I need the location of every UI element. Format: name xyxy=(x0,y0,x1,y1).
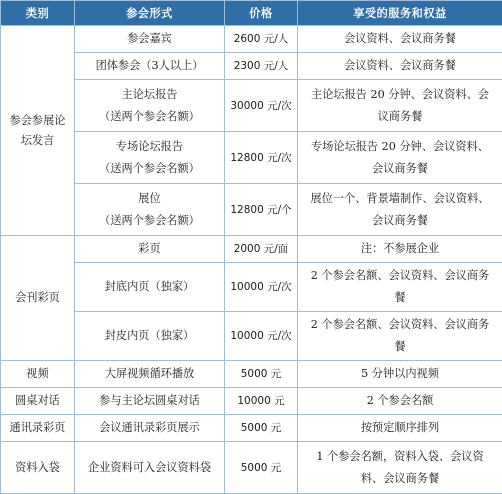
services-cell: 1 个参会名额，资料入袋、会议资料、会议商务餐 xyxy=(298,442,502,494)
services-cell: 注：不参展企业 xyxy=(298,236,502,263)
form-cell: 企业资料可入会议资料袋 xyxy=(75,442,225,494)
form-cell: 参会嘉宾 xyxy=(75,26,225,53)
price-cell: 5000 元 xyxy=(225,361,298,388)
price-cell: 5000 元 xyxy=(225,442,298,494)
form-cell: 专场论坛报告 （送两个参会名额） xyxy=(75,132,225,184)
table-row xyxy=(1,80,502,132)
category-cell: 资料入袋 xyxy=(1,442,75,494)
table-row xyxy=(1,415,502,442)
services-cell: 会议资料、会议商务餐 xyxy=(298,26,502,53)
services-cell: 展位一个、背景墙制作、会议资料、会议商务餐 xyxy=(298,184,502,236)
form-cell: 封皮内页（独家） xyxy=(75,312,225,361)
header-form: 参会形式 xyxy=(75,1,225,26)
table-row xyxy=(1,361,502,388)
header-services: 享受的服务和权益 xyxy=(298,1,502,26)
category-cell: 视频 xyxy=(1,361,75,388)
form-cell: 大屏视频循环播放 xyxy=(75,361,225,388)
table-row xyxy=(1,236,502,263)
form-cell: 封底内页（独家） xyxy=(75,263,225,312)
form-cell: 参与主论坛圆桌对话 xyxy=(75,388,225,415)
price-cell: 12800 元/个 xyxy=(225,184,298,236)
form-cell: 主论坛报告 （送两个参会名额） xyxy=(75,80,225,132)
category-cell: 通讯录彩页 xyxy=(1,415,75,442)
table-row xyxy=(1,26,502,53)
category-cell: 圆桌对话 xyxy=(1,388,75,415)
price-cell: 30000 元/次 xyxy=(225,80,298,132)
table-row xyxy=(1,442,502,494)
form-cell: 展位 （送两个参会名额） xyxy=(75,184,225,236)
table-row xyxy=(1,132,502,184)
services-cell: 专场论坛报告 20 分钟、会议资料、会议商务餐 xyxy=(298,132,502,184)
table-row xyxy=(1,263,502,312)
category-cell: 会刊彩页 xyxy=(1,236,75,361)
table-header-row xyxy=(1,1,502,26)
price-cell: 10000 元/次 xyxy=(225,263,298,312)
form-cell: 会议通讯录彩页展示 xyxy=(75,415,225,442)
services-cell: 2 个参会名额 xyxy=(298,388,502,415)
services-cell: 2 个参会名额、会议资料、会议商务餐 xyxy=(298,312,502,361)
table-row xyxy=(1,312,502,361)
price-cell: 10000 元 xyxy=(225,388,298,415)
services-cell: 按预定顺序排列 xyxy=(298,415,502,442)
price-cell: 5000 元 xyxy=(225,415,298,442)
form-cell: 团体参会（3人以上） xyxy=(75,53,225,80)
price-cell: 10000 元/次 xyxy=(225,312,298,361)
services-cell: 主论坛报告 20 分钟、会议资料、会议商务餐 xyxy=(298,80,502,132)
table-row xyxy=(1,53,502,80)
table-row xyxy=(1,184,502,236)
services-cell: 5 分钟以内视频 xyxy=(298,361,502,388)
header-category: 类别 xyxy=(1,1,75,26)
form-cell: 彩页 xyxy=(75,236,225,263)
price-cell: 2300 元/人 xyxy=(225,53,298,80)
price-cell: 2600 元/人 xyxy=(225,26,298,53)
header-price: 价格 xyxy=(225,1,298,26)
services-cell: 2 个参会名额、会议资料、会议商务餐 xyxy=(298,263,502,312)
table-row xyxy=(1,388,502,415)
price-cell: 12800 元/次 xyxy=(225,132,298,184)
price-cell: 2000 元/面 xyxy=(225,236,298,263)
category-cell: 参会参展论坛发言 xyxy=(1,26,75,236)
services-cell: 会议资料、会议商务餐 xyxy=(298,53,502,80)
